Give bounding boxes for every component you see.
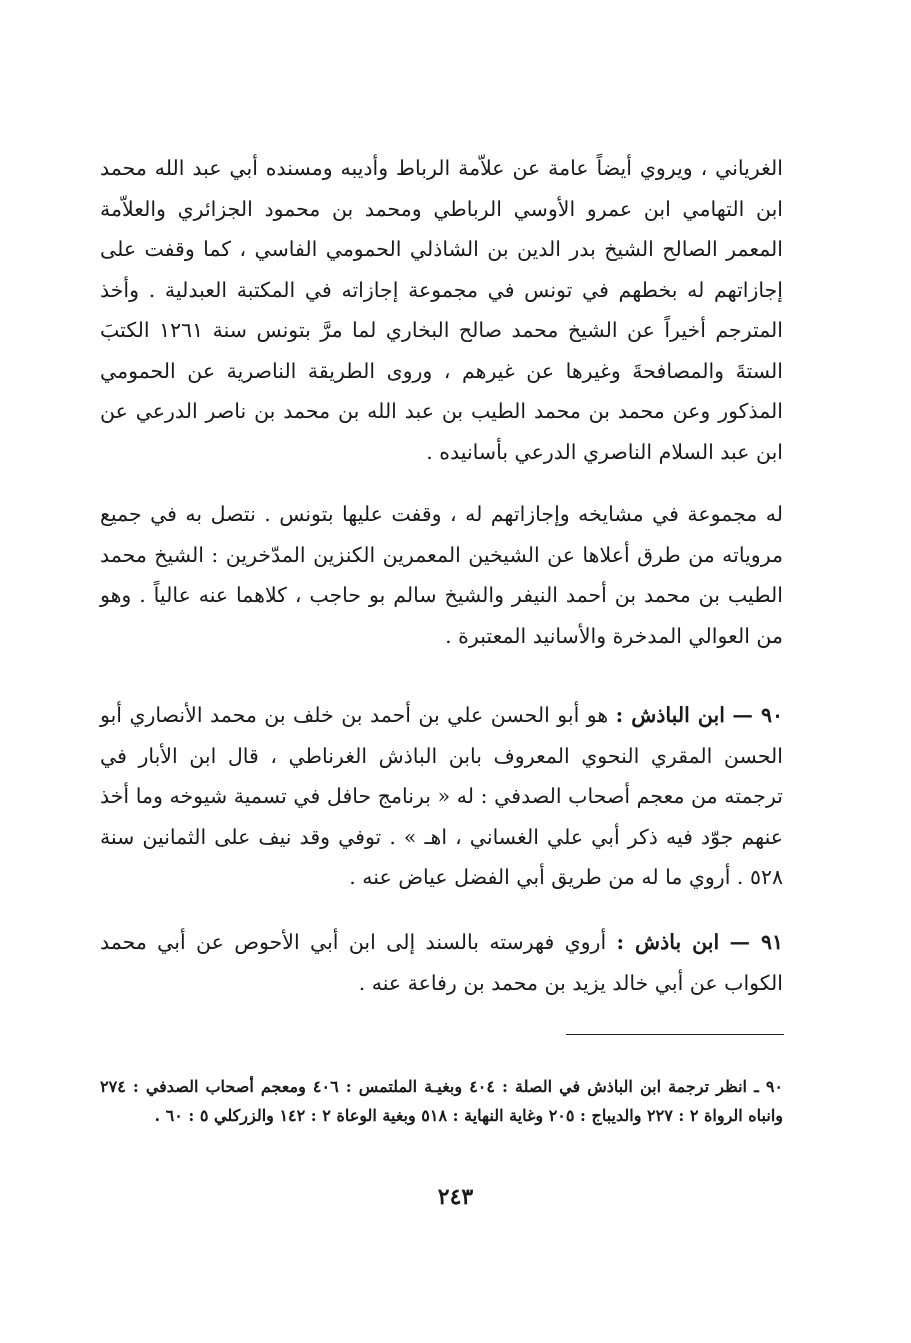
paragraph-2: [100, 494, 783, 656]
entry-90: [100, 695, 783, 898]
entry-90-number: ٩٠ —: [732, 703, 783, 727]
entry-91-heading: ابن باذش :: [616, 930, 720, 954]
footnote-divider: [566, 1034, 784, 1035]
entry-90-text: هو أبو الحسن علي بن أحمد بن خلف بن محمد الأنصاري أبو الحسن المقري النحوي المعروف بابن الباذش الغرناطي ، قال ابن الأبار في ترجمته من معجم أصحاب الصدفي : له « برنامج حافل في تسمية شيوخه وما أخذ عنهم جوّد فيه ذكر أبي علي الغساني ، اهـ » . توفي وقد نيف على الثمانين سنة ٥٢٨ . أروي ما له من طريق أبي الفضل عياض عنه .: [100, 703, 783, 889]
paragraph-1: [100, 148, 783, 472]
entry-91-paragraph: [100, 922, 783, 1003]
entry-91-number: ٩١ —: [729, 930, 784, 954]
page-number: ٢٤٣: [437, 1184, 474, 1210]
entry-90-heading: ابن الباذش :: [615, 703, 725, 727]
paragraph-1-text: الغرياني ، ويروي أيضاً عامة عن علاّمة الرباط وأديبه ومسنده أبي عبد الله محمد ابن التهامي ابن عمرو الأوسي الرباطي ومحمد بن محمود الجزائري والعلاّمة المعمر الصالح الشيخ بدر الدين بن الشاذلي الحمومي الفاسي ، كما وقفت على إجازاتهم له بخطهم في تونس في مجموعة إجازاته في المكتبة العبدلية . وأخذ المترجم أخيراً عن الشيخ محمد صالح البخاري لما مرَّ بتونس سنة ١٢٦١ الكتبَ الستةَ والمصافحةَ وغيرها عن غيرهم ، وروى الطريقة الناصرية عن الحمومي المذكور وعن محمد بن محمد الطيب بن عبد الله بن محمد بن ناصر الدرعي عن ابن عبد السلام الناصري الدرعي بأسانيده .: [100, 156, 783, 464]
entry-90-paragraph: [100, 695, 783, 898]
footnote-text: ٩٠ ـ انظر ترجمة ابن الباذش في الصلة : ٤٠٤ وبغيـة الملتمس : ٤٠٦ ومعجم أصحاب الصدفي : ٢٧٤ وانباه الرواة ٢ : ٢٢٧ والديباج : ٢٠٥ وغاية النهاية : ٥١٨ وبغية الوعاة ٢ : ١٤٢ والزركلي ٥ : ٦٠ .: [100, 1077, 784, 1125]
paragraph-2-text: له مجموعة في مشايخه وإجازاتهم له ، وقفت عليها بتونس . نتصل به في جميع مروياته من طرق أعلاها عن الشيخين المعمرين الكنزين المدّخرين : الشيخ محمد الطيب بن محمد بن أحمد النيفر والشيخ سالم بو حاجب ، كلاهما عنه عالياً . وهو من العوالي المدخرة والأسانيد المعتبرة .: [100, 502, 783, 648]
entry-91: [100, 922, 783, 1003]
footnote: [100, 1072, 783, 1130]
entry-91-text: أروي فهرسته بالسند إلى ابن أبي الأحوص عن أبي محمد الكواب عن أبي خالد يزيد بن محمد بن رفاعة عنه .: [100, 930, 783, 995]
